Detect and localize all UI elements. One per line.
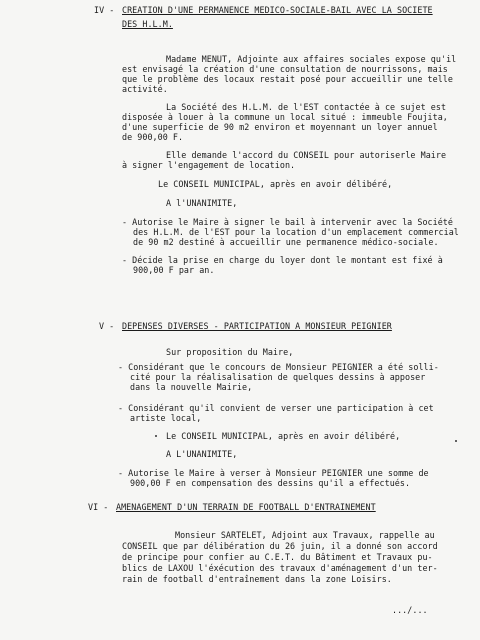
section-vi-p1-line3: de principe pour confier au C.E.T. du Bâtiment et Travaux pu- — [122, 552, 433, 562]
section-iv-title-line1: CREATION D'UNE PERMANENCE MEDICO-SOCIALE-BAIL AVEC LA SOCIETE — [122, 5, 433, 15]
ink-speck — [455, 440, 457, 442]
section-v-number: V - — [99, 321, 115, 331]
section-iv-p1-line4: activité. — [122, 84, 168, 94]
section-iv-item1-line2: des H.L.M. de l'EST pour la location d'un emplacement commercial — [133, 227, 459, 237]
continuation-marker: .../... — [392, 605, 428, 615]
section-vi-number: VI - — [88, 502, 109, 512]
section-iv-title-line2: DES H.L.M. — [122, 19, 173, 29]
section-iv-item2-line2: 900,00 F par an. — [133, 265, 215, 275]
section-v-item1-line1: - Considérant que le concours de Monsieur PEIGNIER a été solli- — [118, 362, 439, 372]
section-iv-item2-line1: - Décide la prise en charge du loyer dont le montant est fixé à — [122, 255, 443, 265]
section-v-item2-line2: artiste local, — [130, 413, 202, 423]
section-iv-item1-line1: - Autorise le Maire à signer le bail à intervenir avec la Société — [122, 217, 453, 227]
section-iv-p2-line1: La Société des H.L.M. de l'EST contactée à ce sujet est — [166, 102, 447, 112]
section-iv-p1-line1: Madame MENUT, Adjointe aux affaires sociales expose qu'il — [166, 54, 457, 64]
ink-speck — [155, 435, 157, 437]
section-iv-unanimity: A l'UNANIMITE, — [166, 198, 238, 208]
section-iv-p2-line4: de 900,00 F. — [122, 132, 184, 142]
section-iv-p3-line2: à signer l'engagement de location. — [122, 160, 296, 170]
section-iv-council: Le CONSEIL MUNICIPAL, après en avoir délibéré, — [158, 179, 393, 189]
section-iv-p3-line1: Elle demande l'accord du CONSEIL pour autoriserle Maire — [166, 150, 447, 160]
section-v-item3-line1: - Autorise le Maire à verser à Monsieur PEIGNIER une somme de — [118, 468, 429, 478]
section-vi-p1-line5: rain de football d'entraînement dans la zone Loisirs. — [122, 574, 392, 584]
section-v-title: DEPENSES DIVERSES - PARTICIPATION A MONSIEUR PEIGNIER — [122, 321, 392, 331]
section-v-item1-line2: cité pour la réalisalisation de quelques dessins à apposer — [130, 372, 426, 382]
section-v-unanimity: A L'UNANIMITE, — [166, 449, 238, 459]
section-iv-p2-line3: d'une superficie de 90 m2 environ et moyennant un loyer annuel — [122, 122, 438, 132]
section-iv-item1-line3: de 90 m2 destiné à accueillir une permanence médico-sociale. — [133, 237, 439, 247]
section-v-item3-line2: 900,00 F en compensation des dessins qu'il a effectués. — [130, 478, 411, 488]
section-v-council: Le CONSEIL MUNICIPAL, après en avoir délibéré, — [166, 431, 401, 441]
section-iv-p2-line2: disposée à louer à la commune un local situé : immeuble Foujita, — [122, 112, 448, 122]
section-vi-p1-line1: Monsieur SARTELET, Adjoint aux Travaux, rappelle au — [175, 530, 435, 540]
section-iv-p1-line3: que le problème des locaux restait posé pour accueillir une telle — [122, 74, 453, 84]
section-v-item1-line3: dans la nouvelle Mairie, — [130, 382, 253, 392]
section-v-proposal: Sur proposition du Maire, — [166, 347, 294, 357]
section-vi-p1-line2: CONSEIL que par délibération du 26 juin, il a donné son accord — [122, 541, 438, 551]
section-vi-p1-line4: blics de LAXOU l'éxécution des travaux d'aménagement d'un ter- — [122, 563, 438, 573]
section-iv-number: IV - — [94, 5, 115, 15]
section-v-item2-line1: - Considérant qu'il convient de verser une participation à cet — [118, 403, 434, 413]
section-vi-title: AMENAGEMENT D'UN TERRAIN DE FOOTBALL D'ENTRAINEMENT — [116, 502, 376, 512]
section-iv-p1-line2: est envisagé la création d'une consultation de nourrissons, mais — [122, 64, 448, 74]
